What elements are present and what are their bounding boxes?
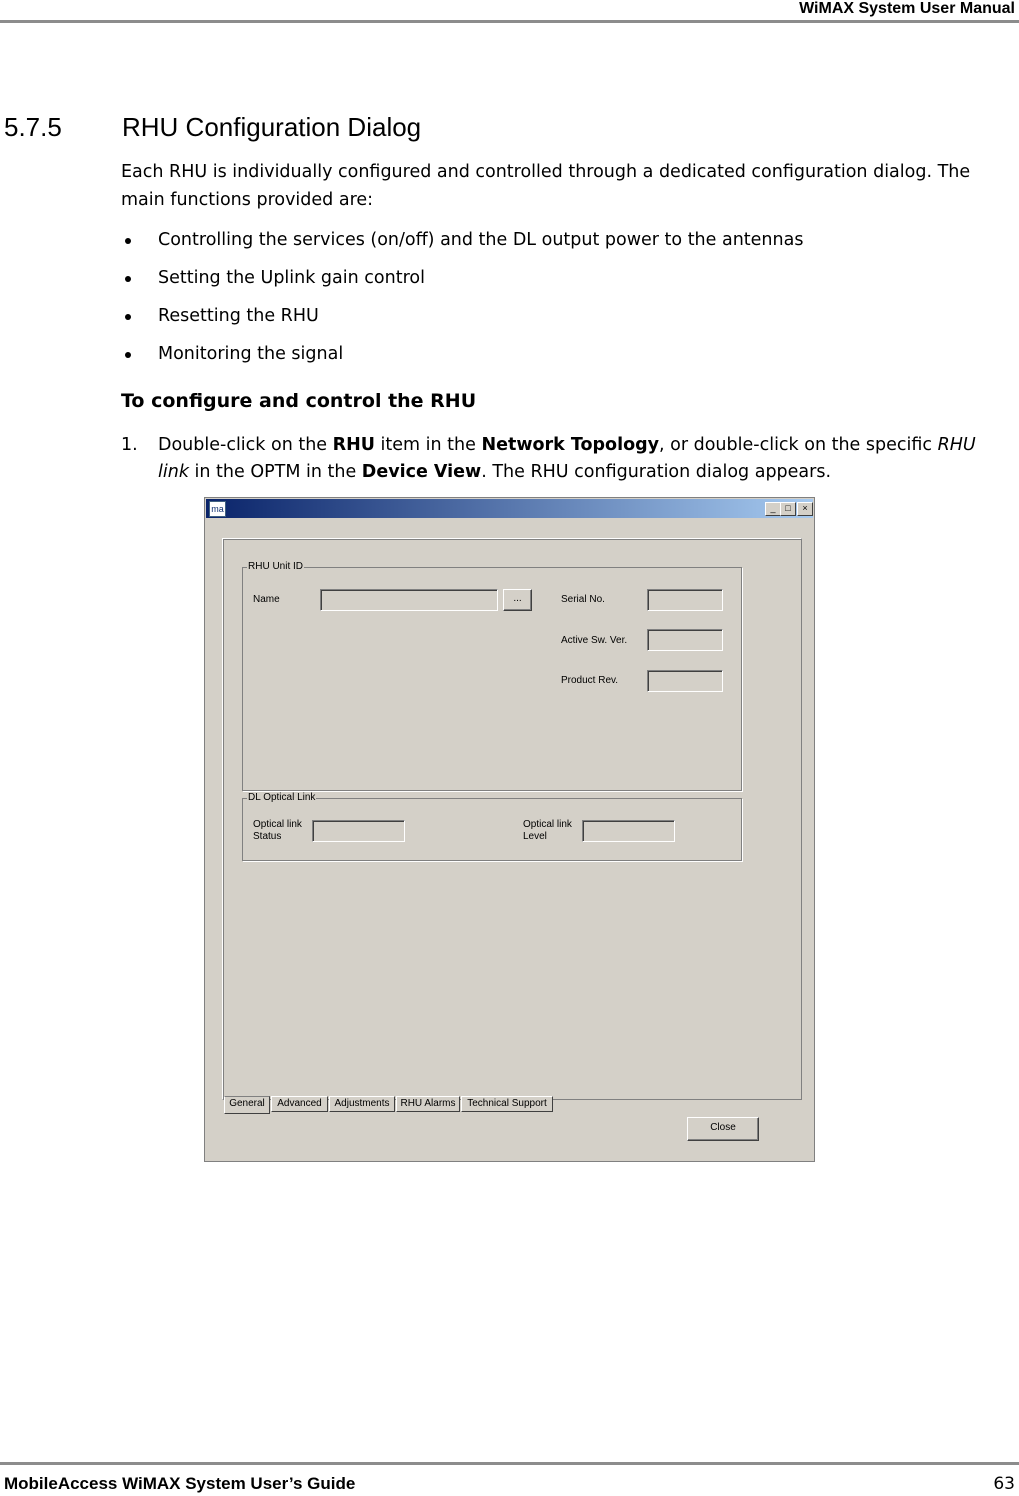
rhu-configuration-dialog — [204, 497, 815, 1162]
bullet-icon — [125, 352, 131, 358]
serial-number-field[interactable] — [647, 589, 723, 611]
network-topology-term: Network Topology — [481, 435, 660, 455]
intro-paragraph: Each RHU is individually configured and controlled through a dedicated configuration dialog. The main functions provided are: — [121, 162, 971, 210]
list-item-text: Resetting the RHU — [158, 306, 319, 326]
label-line: Status — [253, 831, 282, 842]
bullet-icon — [125, 276, 131, 282]
product-rev-field[interactable] — [647, 670, 723, 692]
list-item — [121, 302, 803, 340]
tab-panel-general — [222, 538, 802, 1100]
list-item — [121, 226, 803, 264]
label-line: Level — [523, 831, 547, 842]
section-heading — [4, 112, 421, 143]
active-sw-version-label: Active Sw. Ver. — [561, 635, 628, 646]
footer-guide-title: MobileAccess WiMAX System User’s Guide — [4, 1474, 356, 1493]
label-line: Optical link — [253, 819, 302, 830]
dialog-title-bar[interactable] — [206, 499, 813, 518]
close-window-button[interactable]: × — [797, 502, 813, 516]
browse-button[interactable]: ... — [503, 589, 532, 611]
section-title: RHU Configuration Dialog — [122, 112, 422, 142]
optical-link-level-label — [523, 819, 572, 843]
name-label: Name — [253, 594, 280, 605]
step-number: 1. — [121, 435, 138, 455]
rhu-unit-id-group — [242, 561, 742, 791]
optical-link-status-label — [253, 819, 302, 843]
rhu-term: RHU — [332, 435, 375, 455]
group-title: DL Optical Link — [248, 792, 316, 803]
step-text-part: Double-click on the — [158, 435, 333, 455]
list-item — [121, 264, 803, 302]
minimize-button[interactable]: _ — [765, 502, 781, 516]
procedure-heading: To configure and control the RHU — [121, 390, 477, 412]
product-rev-label: Product Rev. — [561, 675, 619, 686]
optical-link-status-field[interactable] — [312, 820, 405, 842]
section-number: 5.7.5 — [4, 112, 62, 142]
footer-rule — [0, 1462, 1019, 1465]
name-field[interactable] — [320, 589, 498, 611]
header-rule — [0, 20, 1019, 23]
function-list — [121, 226, 803, 378]
step-text-part: in the OPTM in the — [188, 462, 362, 482]
rhu-link-term: RHU link — [158, 435, 976, 482]
tab-advanced[interactable]: Advanced — [271, 1096, 328, 1112]
step-text-part: item in the — [374, 435, 482, 455]
maximize-button[interactable]: □ — [780, 502, 796, 516]
serial-number-label: Serial No. — [561, 594, 605, 605]
label-line: Optical link — [523, 819, 572, 830]
list-item-text: Controlling the services (on/off) and the DL output power to the antennas — [158, 230, 804, 250]
procedure-step — [121, 432, 1001, 486]
group-title: RHU Unit ID — [248, 561, 304, 572]
device-view-term: Device View — [361, 462, 482, 482]
tab-adjustments[interactable]: Adjustments — [329, 1096, 395, 1112]
step-text-part: . The RHU configuration dialog appears. — [481, 462, 832, 482]
bullet-icon — [125, 314, 131, 320]
list-item-text: Setting the Uplink gain control — [158, 268, 425, 288]
tab-rhu-alarms[interactable]: RHU Alarms — [396, 1096, 460, 1112]
app-icon: ma — [209, 501, 226, 517]
list-item-text: Monitoring the signal — [158, 344, 344, 364]
list-item — [121, 340, 803, 378]
close-button[interactable]: Close — [687, 1117, 759, 1141]
bullet-icon — [125, 238, 131, 244]
header-title: WiMAX System User Manual — [799, 0, 1015, 17]
step-text-part: , or double-click on the specific — [659, 435, 938, 455]
tab-technical-support[interactable]: Technical Support — [461, 1096, 553, 1112]
optical-link-level-field[interactable] — [582, 820, 675, 842]
tab-general[interactable]: General — [224, 1096, 270, 1114]
page-number: 63 — [993, 1474, 1015, 1494]
active-sw-version-field[interactable] — [647, 629, 723, 651]
step-text — [158, 432, 1001, 486]
dl-optical-link-group — [242, 792, 742, 861]
